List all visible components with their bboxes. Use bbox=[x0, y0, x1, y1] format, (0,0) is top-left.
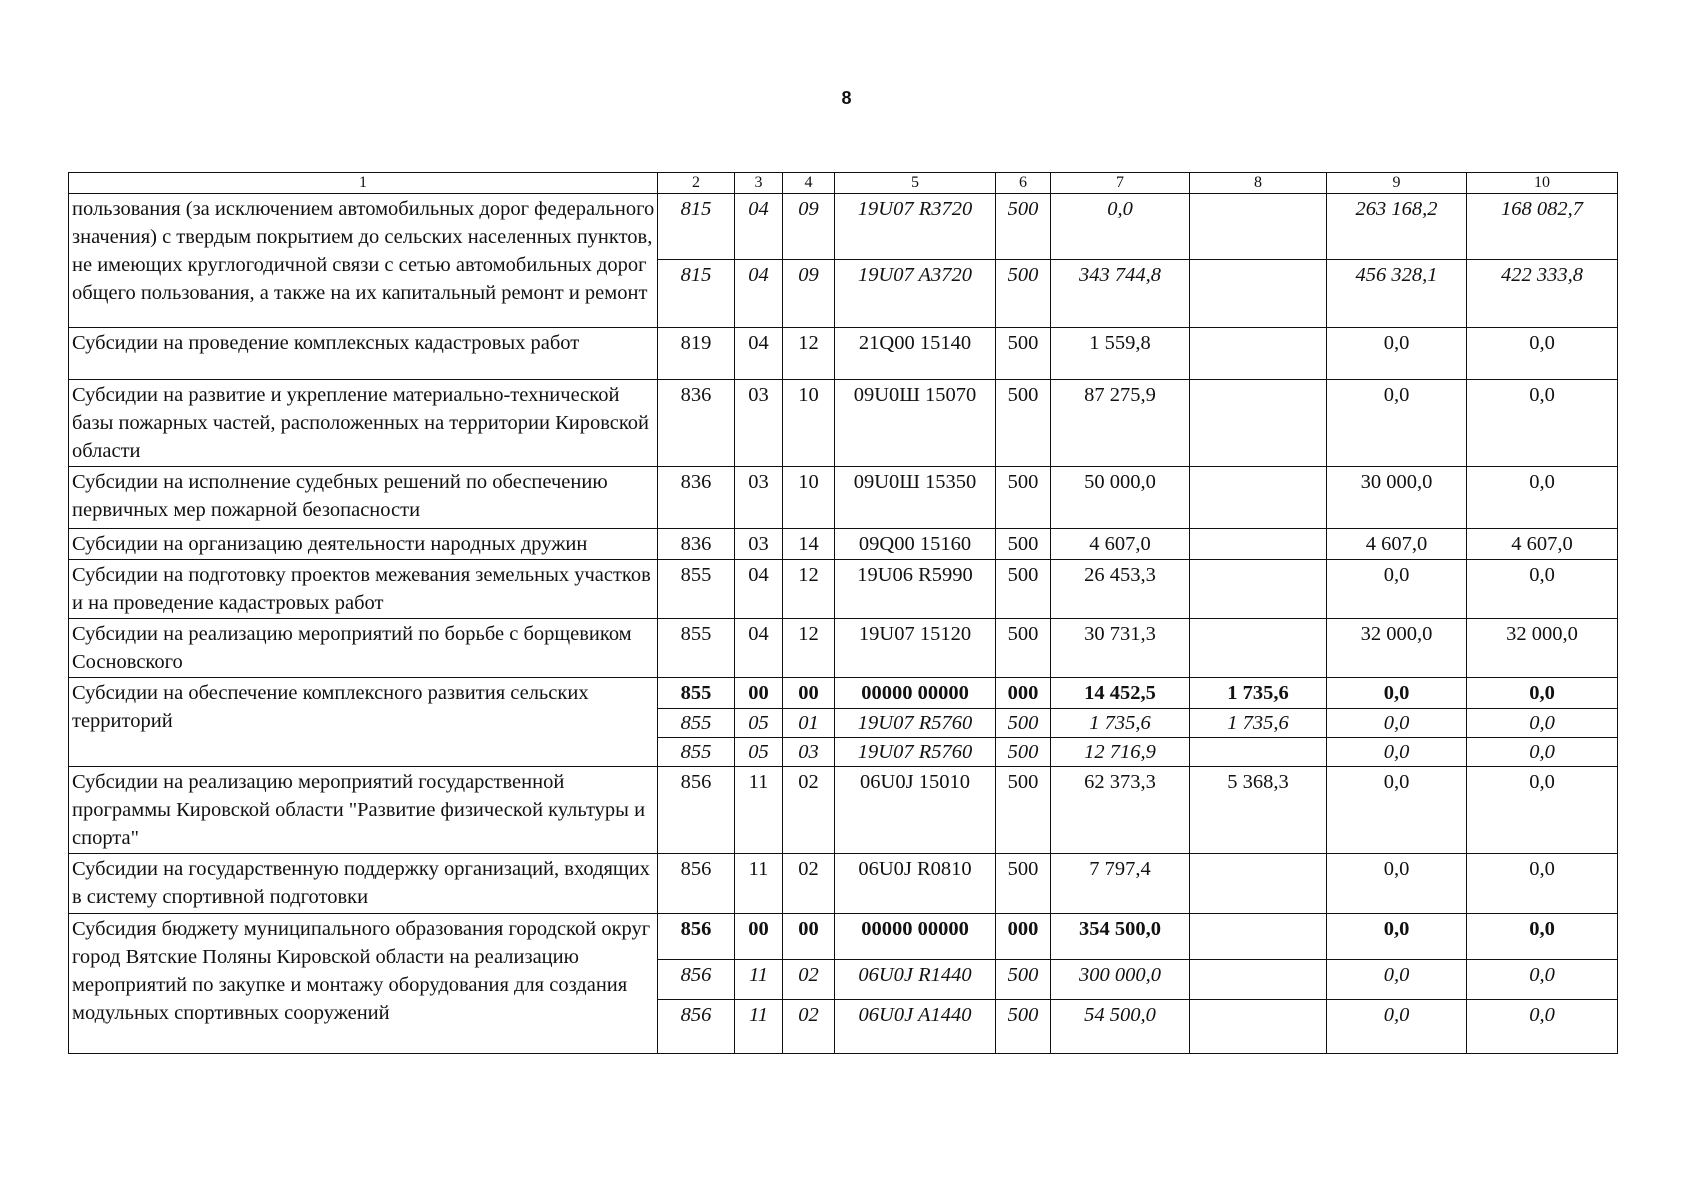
cell-col-2: 855 bbox=[658, 560, 735, 619]
col-header: 2 bbox=[658, 173, 735, 194]
cell-col-8 bbox=[1190, 619, 1327, 678]
col-header: 7 bbox=[1051, 173, 1190, 194]
cell-col-6: 500 bbox=[996, 767, 1051, 854]
budget-table bbox=[68, 172, 1618, 1054]
cell-col-8 bbox=[1190, 560, 1327, 619]
cell-col-10: 0,0 bbox=[1467, 678, 1618, 709]
cell-col-9: 0,0 bbox=[1327, 914, 1467, 960]
row-description: Субсидия бюджету муниципального образования городской округ город Вятские Поляны Кировской области на реализацию мероприятий по закупке и монтажу оборудования для создания модульных спортивных сооружений bbox=[69, 914, 658, 1054]
cell-col-9: 0,0 bbox=[1327, 560, 1467, 619]
table-row bbox=[69, 529, 1618, 560]
cell-col-3: 11 bbox=[735, 854, 783, 914]
table-body bbox=[69, 194, 1618, 1054]
cell-col-3: 11 bbox=[735, 960, 783, 1000]
cell-col-7: 26 453,3 bbox=[1051, 560, 1190, 619]
cell-col-7: 54 500,0 bbox=[1051, 1000, 1190, 1054]
cell-col-4: 09 bbox=[783, 260, 835, 328]
cell-col-4: 02 bbox=[783, 1000, 835, 1054]
cell-col-3: 04 bbox=[735, 328, 783, 380]
table-row bbox=[69, 678, 1618, 709]
cell-col-8 bbox=[1190, 1000, 1327, 1054]
cell-col-9: 32 000,0 bbox=[1327, 619, 1467, 678]
cell-col-3: 04 bbox=[735, 619, 783, 678]
cell-col-7: 0,0 bbox=[1051, 194, 1190, 260]
cell-col-10: 0,0 bbox=[1467, 914, 1618, 960]
cell-col-6: 500 bbox=[996, 328, 1051, 380]
cell-col-9: 263 168,2 bbox=[1327, 194, 1467, 260]
cell-col-7: 4 607,0 bbox=[1051, 529, 1190, 560]
cell-col-2: 855 bbox=[658, 619, 735, 678]
cell-col-5: 19U07 R5760 bbox=[835, 738, 996, 767]
cell-col-8 bbox=[1190, 960, 1327, 1000]
cell-col-6: 500 bbox=[996, 467, 1051, 529]
cell-col-5: 06U0J A1440 bbox=[835, 1000, 996, 1054]
cell-col-7: 12 716,9 bbox=[1051, 738, 1190, 767]
cell-col-10: 0,0 bbox=[1467, 960, 1618, 1000]
cell-col-8 bbox=[1190, 738, 1327, 767]
table-row bbox=[69, 619, 1618, 678]
cell-col-10: 0,0 bbox=[1467, 380, 1618, 467]
table-row bbox=[69, 767, 1618, 854]
cell-col-9: 0,0 bbox=[1327, 854, 1467, 914]
cell-col-2: 855 bbox=[658, 738, 735, 767]
cell-col-10: 0,0 bbox=[1467, 1000, 1618, 1054]
header-row bbox=[69, 173, 1618, 194]
cell-col-4: 03 bbox=[783, 738, 835, 767]
cell-col-9: 0,0 bbox=[1327, 678, 1467, 709]
cell-col-8 bbox=[1190, 467, 1327, 529]
col-header: 5 bbox=[835, 173, 996, 194]
cell-col-7: 1 559,8 bbox=[1051, 328, 1190, 380]
cell-col-5: 09Q00 15160 bbox=[835, 529, 996, 560]
cell-col-2: 855 bbox=[658, 709, 735, 738]
cell-col-8 bbox=[1190, 328, 1327, 380]
cell-col-6: 500 bbox=[996, 960, 1051, 1000]
cell-col-4: 02 bbox=[783, 854, 835, 914]
cell-col-2: 815 bbox=[658, 260, 735, 328]
cell-col-10: 0,0 bbox=[1467, 467, 1618, 529]
table-row bbox=[69, 914, 1618, 960]
col-header: 6 bbox=[996, 173, 1051, 194]
cell-col-9: 0,0 bbox=[1327, 738, 1467, 767]
cell-col-7: 354 500,0 bbox=[1051, 914, 1190, 960]
cell-col-9: 4 607,0 bbox=[1327, 529, 1467, 560]
cell-col-5: 19U06 R5990 bbox=[835, 560, 996, 619]
cell-col-9: 0,0 bbox=[1327, 328, 1467, 380]
cell-col-3: 00 bbox=[735, 678, 783, 709]
cell-col-8 bbox=[1190, 380, 1327, 467]
cell-col-4: 12 bbox=[783, 560, 835, 619]
cell-col-9: 456 328,1 bbox=[1327, 260, 1467, 328]
cell-col-3: 04 bbox=[735, 560, 783, 619]
cell-col-7: 343 744,8 bbox=[1051, 260, 1190, 328]
cell-col-7: 7 797,4 bbox=[1051, 854, 1190, 914]
cell-col-4: 14 bbox=[783, 529, 835, 560]
cell-col-10: 32 000,0 bbox=[1467, 619, 1618, 678]
cell-col-4: 01 bbox=[783, 709, 835, 738]
cell-col-5: 00000 00000 bbox=[835, 678, 996, 709]
cell-col-4: 02 bbox=[783, 960, 835, 1000]
row-description: пользования (за исключением автомобильных дорог федерального значения) с твердым покрытием до сельских населенных пунктов, не имеющих круглогодичной связи с сетью автомобильных дорог общего пользования, а также на их капитальный ремонт и ремонт bbox=[69, 194, 658, 328]
cell-col-2: 836 bbox=[658, 529, 735, 560]
cell-col-8: 5 368,3 bbox=[1190, 767, 1327, 854]
cell-col-8 bbox=[1190, 529, 1327, 560]
cell-col-8 bbox=[1190, 194, 1327, 260]
cell-col-2: 856 bbox=[658, 854, 735, 914]
cell-col-3: 04 bbox=[735, 260, 783, 328]
col-header: 1 bbox=[69, 173, 658, 194]
cell-col-3: 03 bbox=[735, 380, 783, 467]
cell-col-10: 422 333,8 bbox=[1467, 260, 1618, 328]
cell-col-5: 06U0J R1440 bbox=[835, 960, 996, 1000]
row-description: Субсидии на обеспечение комплексного развития сельских территорий bbox=[69, 678, 658, 767]
cell-col-8 bbox=[1190, 260, 1327, 328]
col-header: 4 bbox=[783, 173, 835, 194]
cell-col-4: 10 bbox=[783, 380, 835, 467]
cell-col-5: 19U07 R5760 bbox=[835, 709, 996, 738]
cell-col-9: 0,0 bbox=[1327, 1000, 1467, 1054]
cell-col-6: 500 bbox=[996, 194, 1051, 260]
cell-col-6: 500 bbox=[996, 854, 1051, 914]
cell-col-4: 10 bbox=[783, 467, 835, 529]
cell-col-3: 04 bbox=[735, 194, 783, 260]
cell-col-5: 21Q00 15140 bbox=[835, 328, 996, 380]
cell-col-6: 500 bbox=[996, 529, 1051, 560]
cell-col-2: 836 bbox=[658, 380, 735, 467]
cell-col-10: 168 082,7 bbox=[1467, 194, 1618, 260]
cell-col-10: 0,0 bbox=[1467, 738, 1618, 767]
cell-col-4: 12 bbox=[783, 619, 835, 678]
cell-col-8 bbox=[1190, 914, 1327, 960]
table-row bbox=[69, 560, 1618, 619]
cell-col-2: 815 bbox=[658, 194, 735, 260]
cell-col-9: 0,0 bbox=[1327, 960, 1467, 1000]
cell-col-10: 0,0 bbox=[1467, 560, 1618, 619]
cell-col-6: 500 bbox=[996, 619, 1051, 678]
cell-col-4: 00 bbox=[783, 914, 835, 960]
cell-col-6: 000 bbox=[996, 678, 1051, 709]
cell-col-10: 0,0 bbox=[1467, 328, 1618, 380]
cell-col-6: 500 bbox=[996, 380, 1051, 467]
cell-col-5: 19U07 15120 bbox=[835, 619, 996, 678]
cell-col-6: 500 bbox=[996, 1000, 1051, 1054]
cell-col-10: 0,0 bbox=[1467, 854, 1618, 914]
cell-col-2: 856 bbox=[658, 960, 735, 1000]
cell-col-5: 19U07 R3720 bbox=[835, 194, 996, 260]
cell-col-5: 06U0J 15010 bbox=[835, 767, 996, 854]
table-row bbox=[69, 194, 1618, 260]
cell-col-7: 87 275,9 bbox=[1051, 380, 1190, 467]
cell-col-6: 500 bbox=[996, 260, 1051, 328]
col-header: 9 bbox=[1327, 173, 1467, 194]
table-row bbox=[69, 467, 1618, 529]
col-header: 10 bbox=[1467, 173, 1618, 194]
cell-col-2: 836 bbox=[658, 467, 735, 529]
cell-col-9: 0,0 bbox=[1327, 709, 1467, 738]
table-row bbox=[69, 854, 1618, 914]
cell-col-7: 50 000,0 bbox=[1051, 467, 1190, 529]
cell-col-7: 62 373,3 bbox=[1051, 767, 1190, 854]
table-row bbox=[69, 380, 1618, 467]
cell-col-3: 11 bbox=[735, 1000, 783, 1054]
cell-col-9: 30 000,0 bbox=[1327, 467, 1467, 529]
cell-col-7: 30 731,3 bbox=[1051, 619, 1190, 678]
cell-col-5: 09U0Ш 15070 bbox=[835, 380, 996, 467]
cell-col-6: 500 bbox=[996, 709, 1051, 738]
cell-col-6: 000 bbox=[996, 914, 1051, 960]
row-description: Субсидии на реализацию мероприятий государственной программы Кировской области "Развитие физической культуры и спорта" bbox=[69, 767, 658, 854]
row-description: Субсидии на организацию деятельности народных дружин bbox=[69, 529, 658, 560]
page-number: 8 bbox=[841, 88, 852, 108]
cell-col-10: 0,0 bbox=[1467, 767, 1618, 854]
cell-col-8: 1 735,6 bbox=[1190, 678, 1327, 709]
cell-col-10: 0,0 bbox=[1467, 709, 1618, 738]
cell-col-10: 4 607,0 bbox=[1467, 529, 1618, 560]
row-description: Субсидии на подготовку проектов межевания земельных участков и на проведение кадастровых работ bbox=[69, 560, 658, 619]
col-header: 8 bbox=[1190, 173, 1327, 194]
col-header: 3 bbox=[735, 173, 783, 194]
cell-col-2: 855 bbox=[658, 678, 735, 709]
cell-col-3: 11 bbox=[735, 767, 783, 854]
row-description: Субсидии на исполнение судебных решений по обеспечению первичных мер пожарной безопасности bbox=[69, 467, 658, 529]
cell-col-8: 1 735,6 bbox=[1190, 709, 1327, 738]
cell-col-4: 12 bbox=[783, 328, 835, 380]
cell-col-5: 09U0Ш 15350 bbox=[835, 467, 996, 529]
cell-col-3: 05 bbox=[735, 709, 783, 738]
row-description: Субсидии на проведение комплексных кадастровых работ bbox=[69, 328, 658, 380]
cell-col-3: 03 bbox=[735, 467, 783, 529]
cell-col-2: 819 bbox=[658, 328, 735, 380]
cell-col-5: 06U0J R0810 bbox=[835, 854, 996, 914]
row-description: Субсидии на развитие и укрепление материально-технической базы пожарных частей, расположенных на территории Кировской области bbox=[69, 380, 658, 467]
cell-col-9: 0,0 bbox=[1327, 380, 1467, 467]
cell-col-6: 500 bbox=[996, 560, 1051, 619]
table-row bbox=[69, 328, 1618, 380]
row-description: Субсидии на реализацию мероприятий по борьбе с борщевиком Сосновского bbox=[69, 619, 658, 678]
cell-col-9: 0,0 bbox=[1327, 767, 1467, 854]
row-description: Субсидии на государственную поддержку организаций, входящих в систему спортивной подготовки bbox=[69, 854, 658, 914]
cell-col-4: 00 bbox=[783, 678, 835, 709]
cell-col-2: 856 bbox=[658, 1000, 735, 1054]
cell-col-4: 09 bbox=[783, 194, 835, 260]
cell-col-8 bbox=[1190, 854, 1327, 914]
cell-col-2: 856 bbox=[658, 767, 735, 854]
cell-col-3: 03 bbox=[735, 529, 783, 560]
cell-col-2: 856 bbox=[658, 914, 735, 960]
cell-col-7: 1 735,6 bbox=[1051, 709, 1190, 738]
cell-col-6: 500 bbox=[996, 738, 1051, 767]
cell-col-5: 00000 00000 bbox=[835, 914, 996, 960]
cell-col-4: 02 bbox=[783, 767, 835, 854]
cell-col-7: 14 452,5 bbox=[1051, 678, 1190, 709]
cell-col-7: 300 000,0 bbox=[1051, 960, 1190, 1000]
cell-col-3: 00 bbox=[735, 914, 783, 960]
cell-col-3: 05 bbox=[735, 738, 783, 767]
cell-col-5: 19U07 A3720 bbox=[835, 260, 996, 328]
